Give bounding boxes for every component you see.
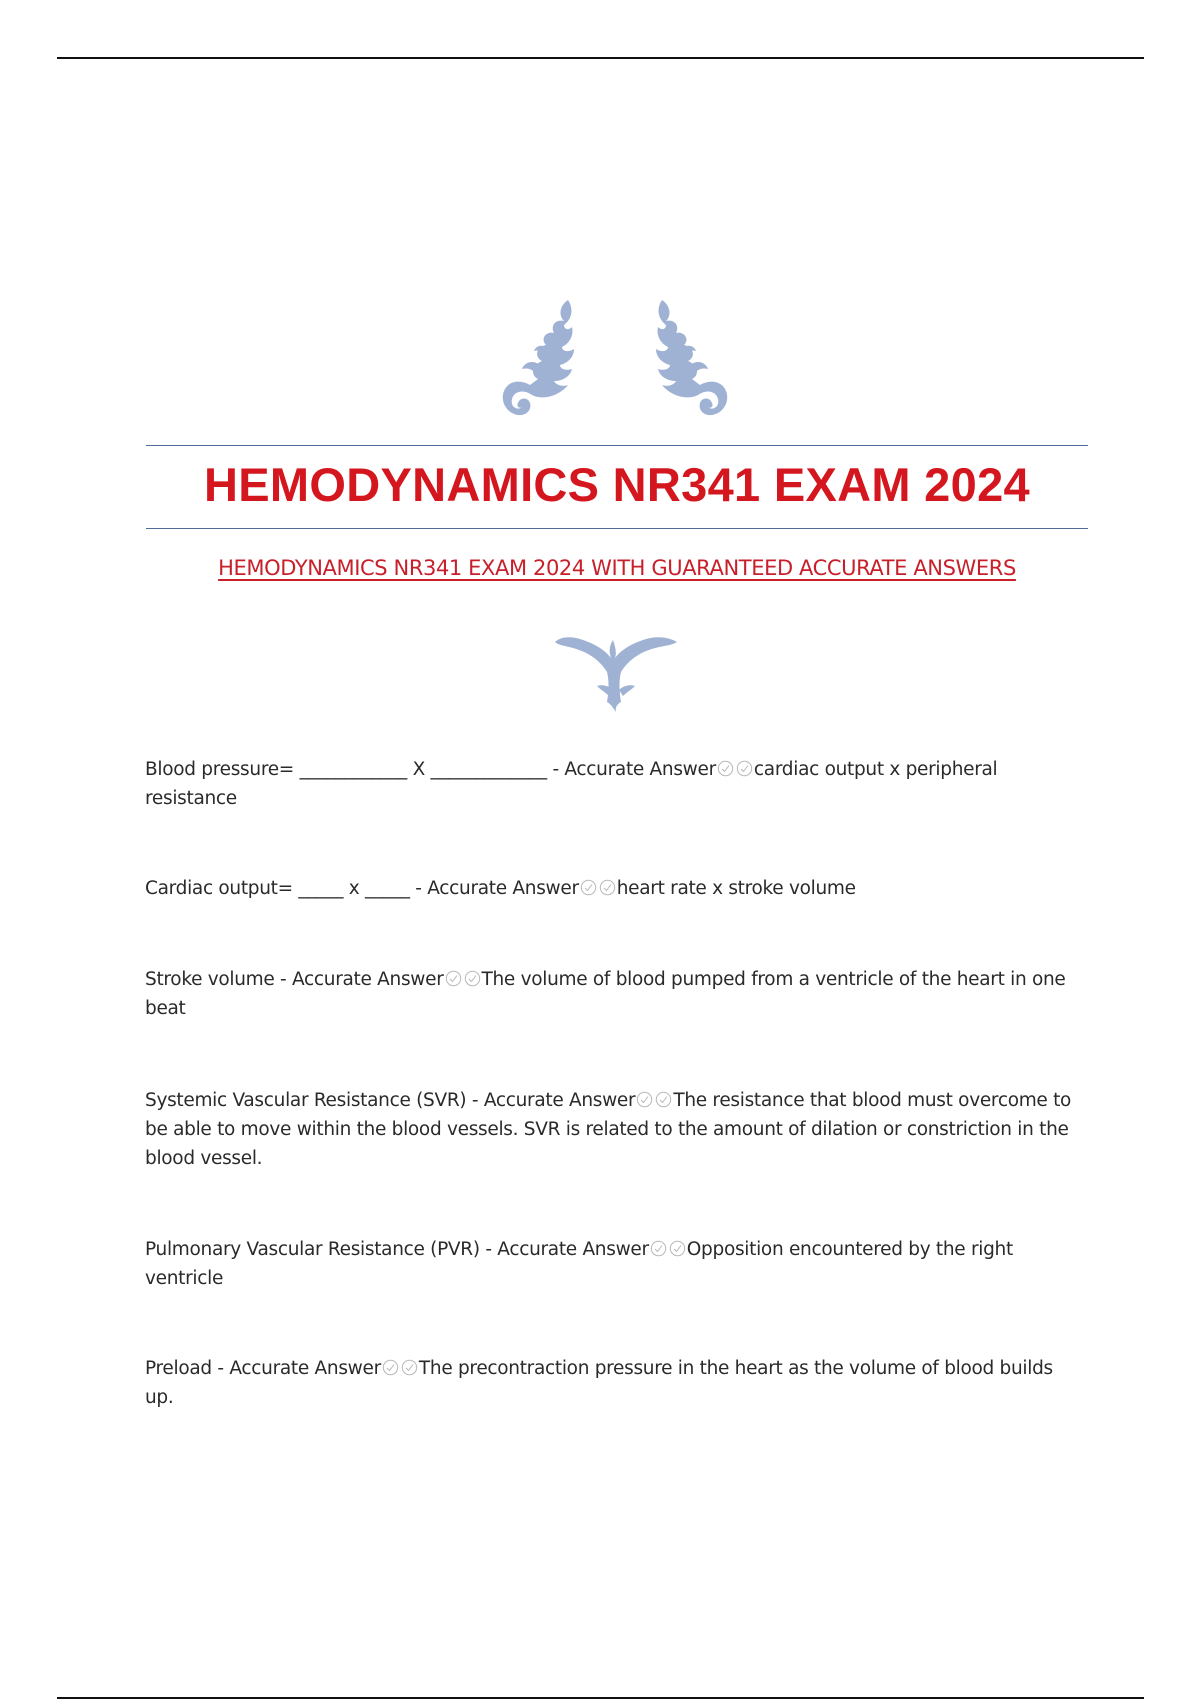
flourish-ornament-icon: [490, 295, 740, 425]
check-circle-icon: [636, 1091, 653, 1108]
qa-item: [145, 1235, 1080, 1293]
question-text: Stroke volume - Accurate Answer: [145, 969, 444, 990]
check-circle-icon: [382, 1359, 399, 1376]
qa-item: [145, 965, 1080, 1023]
check-circle-icon: [445, 970, 462, 987]
document-title: HEMODYNAMICS NR341 EXAM 2024: [204, 458, 1030, 511]
question-text: Blood pressure= ____________ X _____________ - Accurate Answer: [145, 759, 716, 780]
answer-text: The volume of blood pumped from a ventricle of the heart in one beat: [145, 969, 1066, 1019]
qa-item: [145, 1086, 1080, 1173]
question-text: Preload - Accurate Answer: [145, 1358, 381, 1379]
check-circle-icon: [736, 760, 753, 777]
fleuron-ornament-icon: [553, 630, 679, 712]
check-circle-icon: [650, 1240, 667, 1257]
check-circle-icon: [669, 1240, 686, 1257]
question-text: Cardiac output= _____ x _____ - Accurate Answer: [145, 878, 579, 899]
document-subtitle: HEMODYNAMICS NR341 EXAM 2024 WITH GUARANTEED ACCURATE ANSWERS: [218, 556, 1016, 580]
check-circle-icon: [599, 879, 616, 896]
qa-item: [145, 1354, 1080, 1412]
page-top-rule: [57, 57, 1144, 59]
title-upper-rule: [146, 445, 1088, 446]
qa-item: [145, 755, 1080, 813]
check-circle-icon: [401, 1359, 418, 1376]
check-circle-icon: [655, 1091, 672, 1108]
title-lower-rule: [146, 528, 1088, 529]
answer-text: The resistance that blood must overcome to be able to move within the blood vessels. SVR is related to the amount of dilation or constriction in the blood vessel.: [145, 1090, 1072, 1169]
check-circle-icon: [717, 760, 734, 777]
question-text: Pulmonary Vascular Resistance (PVR) - Accurate Answer: [145, 1239, 649, 1260]
answer-text: cardiac output x peripheral resistance: [145, 759, 998, 809]
qa-item: [145, 874, 1080, 903]
answer-text: The precontraction pressure in the heart as the volume of blood builds up.: [145, 1358, 1053, 1408]
answer-text: Opposition encountered by the right ventricle: [145, 1239, 1013, 1289]
check-circle-icon: [464, 970, 481, 987]
question-text: Systemic Vascular Resistance (SVR) - Accurate Answer: [145, 1090, 636, 1111]
page-bottom-rule: [57, 1697, 1144, 1699]
answer-text: heart rate x stroke volume: [616, 878, 856, 899]
check-circle-icon: [580, 879, 597, 896]
